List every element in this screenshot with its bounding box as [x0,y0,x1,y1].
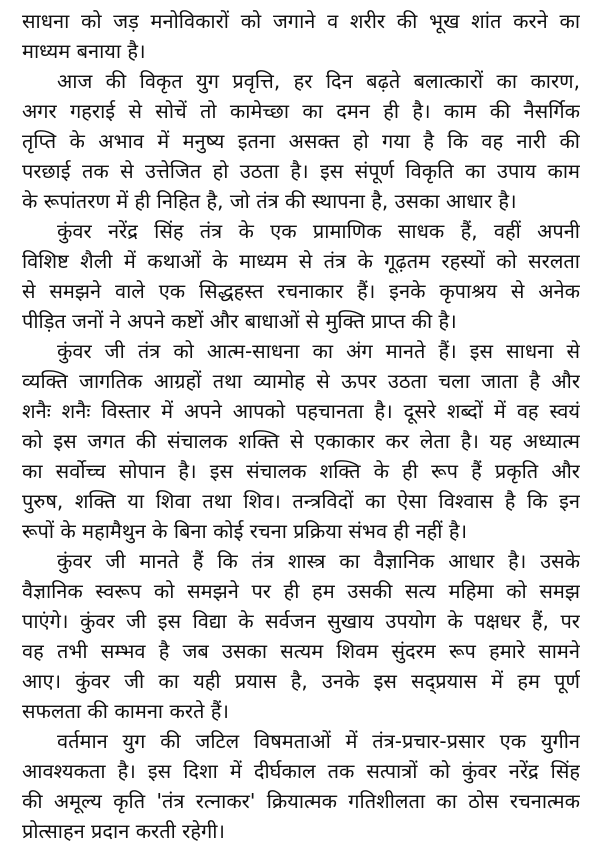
text-line: व्यक्ति जागतिक आग्रहों तथा व्यामोह से ऊपर उठता चला जाता है और [22,369,580,393]
text-line: साधना को जड़ मनोविकारों को जगाने व शरीर की भूख शांत करने का [22,9,580,33]
text-line: वैज्ञानिक स्वरूप को समझने पर ही हम उसकी सत्य महिमा को समझ [22,579,580,603]
text-line: कुंवर जी मानते हैं कि तंत्र शास्त्र का वैज्ञानिक आधार है। उसके [57,549,580,573]
text-line: से समझने वाले एक सिद्धहस्त रचनाकार हैं। इनके कृपाश्रय से अनेक [22,279,580,303]
paragraph [22,66,580,216]
text-line: सफलता की कामना करते हैं। [22,699,229,723]
text-line: पुरुष, शक्ति या शिवा तथा शिव। तन्त्रविदों का ऐसा विश्वास है कि इन [22,489,580,513]
text-line: प्रोत्साहन प्रदान करती रहेगी। [22,819,225,843]
text-line: को इस जगत की संचालक शक्ति से एकाकार कर लेता है। यह अध्यात्म [22,429,580,453]
paragraph [22,546,580,726]
text-line: विशिष्ट शैली में कथाओं के माध्यम से तंत्र के गूढ़तम रहस्यों को सरलता [22,249,580,273]
text-line: के रूपांतरण में ही निहित है, जो तंत्र की स्थापना है, उसका आधार है। [22,189,517,213]
text-line: वर्तमान युग की जटिल विषमताओं में तंत्र-प्रचार-प्रसार एक युगीन [57,729,580,753]
paragraph [22,216,580,336]
text-line: आवश्यकता है। इस दिशा में दीर्घकाल तक सत्पात्रों को कुंवर नरेंद्र सिंह [22,759,580,783]
document-page [22,6,580,846]
text-line: रूपों के महामैथुन के बिना कोई रचना प्रक्रिया संभव ही नहीं है। [22,519,468,543]
paragraph [22,336,580,546]
paragraph [22,726,580,846]
text-line: पाएंगे। कुंवर जी इस विद्या के सर्वजन सुखाय उपयोग के पक्षधर हैं, पर [22,609,580,633]
text-line: कुंवर नरेंद्र सिंह तंत्र के एक प्रामाणिक साधक हैं, वहीं अपनी [57,219,580,243]
text-line: आए। कुंवर जी का यही प्रयास है, उनके इस सद्प्रयास में हम पूर्ण [22,669,580,693]
text-line: परछाई तक से उत्तेजित हो उठता है। इस संपूर्ण विकृति का उपाय काम [22,159,580,183]
text-line: का सर्वोच्च सोपान है। इस संचालक शक्ति के ही रूप हैं प्रकृति और [22,459,580,483]
text-line: अगर गहराई से सोचें तो कामेच्छा का दमन ही है। काम की नैसर्गिक [22,99,580,123]
text-line: तृप्ति के अभाव में मनुष्य इतना असक्त हो गया है कि वह नारी की [22,129,580,153]
text-line: पीड़ित जनों ने अपने कष्टों और बाधाओं से मुक्ति प्राप्त की है। [22,309,457,333]
text-line: शनैः शनैः विस्तार में अपने आपको पहचानता है। दूसरे शब्दों में वह स्वयं [22,399,580,423]
text-line: वह तभी सम्भव है जब उसका सत्यम शिवम सुंदरम रूप हमारे सामने [22,639,580,663]
text-line: कुंवर जी तंत्र को आत्म-साधना का अंग मानते हैं। इस साधना से [57,339,580,363]
text-line: की अमूल्य कृति 'तंत्र रत्नाकर' क्रियात्मक गतिशीलता का ठोस रचनात्मक [22,789,580,813]
paragraph [22,6,580,66]
text-line: माध्यम बनाया है। [22,39,146,63]
text-line: आज की विकृत युग प्रवृत्ति, हर दिन बढ़ते बलात्कारों का कारण, [57,69,580,93]
